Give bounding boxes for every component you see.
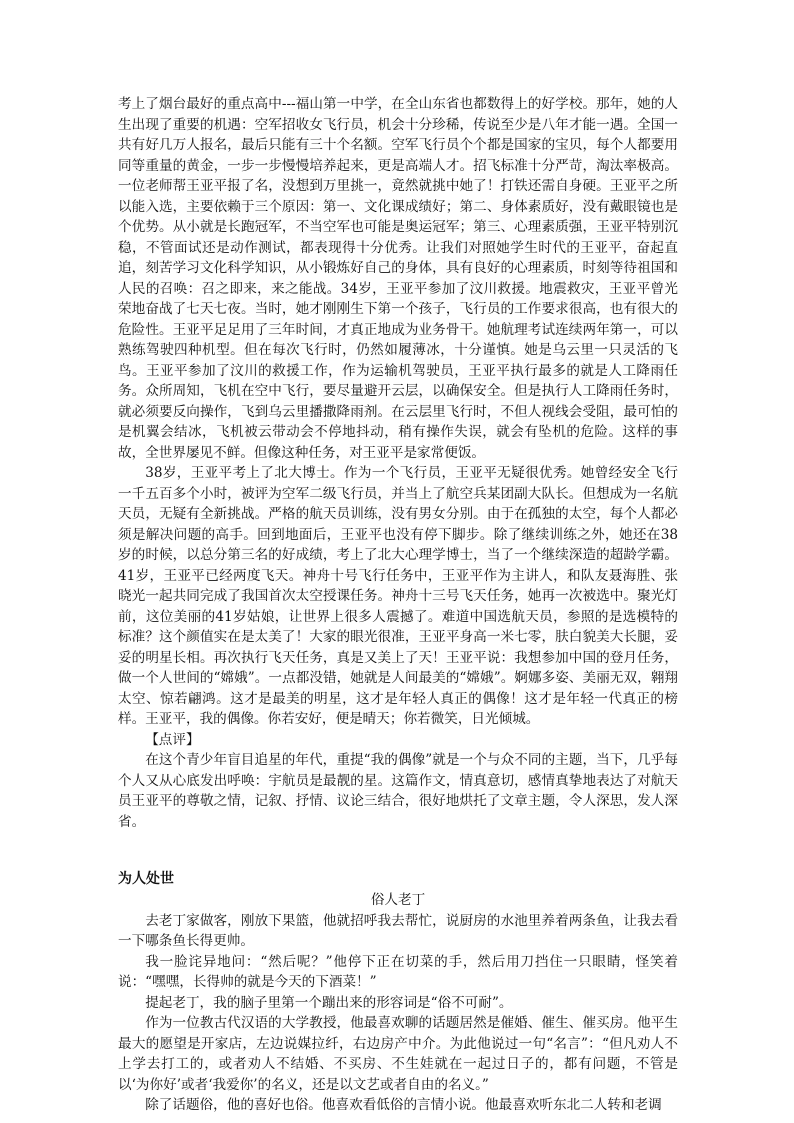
story-paragraph: 去老丁家做客，刚放下果篮，他就招呼我去帮忙，说厨房的水池里养着两条鱼，让我去看一下哪条鱼长得更帅。	[118, 912, 678, 949]
comment-text: 在这个青少年盲目追星的年代，重提“我的偶像”就是一个与众不同的主题，当下，几乎每个人又从心底发出呼唤：宇航员是最靓的星。这篇作文，情真意切，感情真挚地表达了对航天员王亚平的尊敬之情，记叙、抒情、议论三结合，很好地烘托了文章主题，令人深思，发人深省。	[118, 752, 678, 830]
story-paragraph: 除了话题俗，他的喜好也俗。他喜欢看低俗的言情小说。他最喜欢听东北二人转和老调	[145, 1097, 662, 1113]
document-page	[118, 94, 678, 1116]
essay-paragraph-1: 考上了烟台最好的重点高中---福山第一中学，在全山东省也都数得上的好学校。那年，她的人生出现了重要的机遇：空军招收女飞行员，机会十分珍稀，传说至少是八年才能一遇。全国一共有好几万人报名，最后只能有三十个名额。空军飞行员个个都是国家的宝贝，每个人都要用同等重量的黄金，一步一步慢慢培养起来，更是高端人才。招飞标准十分严苛，淘汰率极高。一位老师帮王亚平报了名，没想到万里挑一，竟然就挑中她了！打铁还需自身硬。王亚平之所以能入选，主要依赖于三个原因：第一、文化课成绩好；第二、身体素质好，没有戴眼镜也是个优势。从小就是长跑冠军，不当空军也可能是奥运冠军；第三、心理素质强，王亚平特别沉稳，不管面试还是动作测试，都表现得十分优秀。让我们对照她学生时代的王亚平，奋起直追，刻苦学习文化科学知识，从小锻炼好自己的身体，具有良好的心理素质，时刻等待祖国和人民的召唤：召之即来，来之能战。34岁，王亚平参加了汶川救援。地震救灾，王亚平曾光荣地奋战了七天七夜。当时，她才刚刚生下第一个孩子，飞行员的工作要求很高，也有很大的危险性。王亚平足足用了三年时间，才真正地成为业务骨干。她航理考试连续两年第一，可以熟练驾驶四种机型。但在每次飞行时，仍然如履薄冰，十分谨慎。她是乌云里一只灵活的飞鸟。王亚平参加了汶川的救援工作，作为运输机驾驶员，王亚平执行最多的就是人工降雨任务。众所周知，飞机在空中飞行，要尽量避开云层，以确保安全。但是执行人工降雨任务时，就必须要反向操作，飞到乌云里播撒降雨剂。在云层里飞行时，不但人视线会受阻，最可怕的是机翼会结冰，飞机被云带动会不停地抖动，稍有操作失误，就会有坠机的危险。这样的事故，全世界屡见不鲜。但像这种任务，对王亚平是家常便饭。	[118, 96, 678, 461]
story-paragraph: 我一脸诧异地问：“然后呢？”他停下正在切菜的手，然后用刀挡住一只眼睛，怪笑着说：“嘿嘿，长得帅的就是今天的下酒菜！”	[118, 953, 678, 990]
section-spacer	[118, 832, 678, 868]
story-paragraph: 作为一位教古代汉语的大学教授，他最喜欢聊的话题居然是催婚、催生、催买房。他平生最大的愿望是开家店，左边说媒拉纤，右边房产中介。为此他说过一句“名言”：“但凡劝人不上学去打工的，或者劝人不结婚、不买房、不生娃就在一起过日子的，都有问题，不管是以‘为你好’或者‘我爱你’的名义，还是以文艺或者自由的名义。”	[118, 1015, 678, 1093]
essay-title: 俗人老丁	[370, 892, 426, 908]
story-paragraph: 提起老丁，我的脑子里第一个蹦出来的形容词是“俗不可耐”。	[145, 994, 513, 1011]
essay-paragraph-2: 38岁，王亚平考上了北大博士。作为一个飞行员，王亚平无疑很优秀。她曾经安全飞行一千五百多个小时，被评为空军二级飞行员，并当上了航空兵某团副大队长。但想成为一名航天员，无疑有全新挑战。严格的航天员训练，没有男女分别。由于在孤独的太空，每个人都必须是解决问题的高手。回到地面后，王亚平也没有停下脚步。除了继续训练之外，她还在38岁的时候，以总分第三名的好成绩，考上了北大心理学博士，当了一个继续深造的超龄学霸。41岁，王亚平已经两度飞天。神舟十号飞行任务中，王亚平作为主讲人，和队友聂海胜、张晓光一起共同完成了我国首次太空授课任务。神舟十三号飞天任务，她再一次被选中。聚光灯前，这位美丽的41岁姑娘，让世界上很多人震撼了。难道中国选航天员，参照的是选模特的标准？这个颜值实在是太美了！大家的眼光很准，王亚平身高一米七零，肤白貌美大长腿，妥妥的明星长相。再次执行飞天任务，真是又美上了天！王亚平说：我想参加中国的登月任务，做一个人世间的“嫦娥”。一点都没错，她就是人间最美的“嫦娥”。婀娜多姿、美丽无双，翱翔太空、惊若翩鸿。这才是最美的明星，这才是年轻人真正的偶像！这才是年轻一代真正的榜样。王亚平，我的偶像。你若安好，便是晴天；你若微笑，日光倾城。	[118, 465, 678, 727]
comment-label: 【点评】	[145, 731, 200, 748]
section-heading: 为人处世	[118, 871, 174, 887]
